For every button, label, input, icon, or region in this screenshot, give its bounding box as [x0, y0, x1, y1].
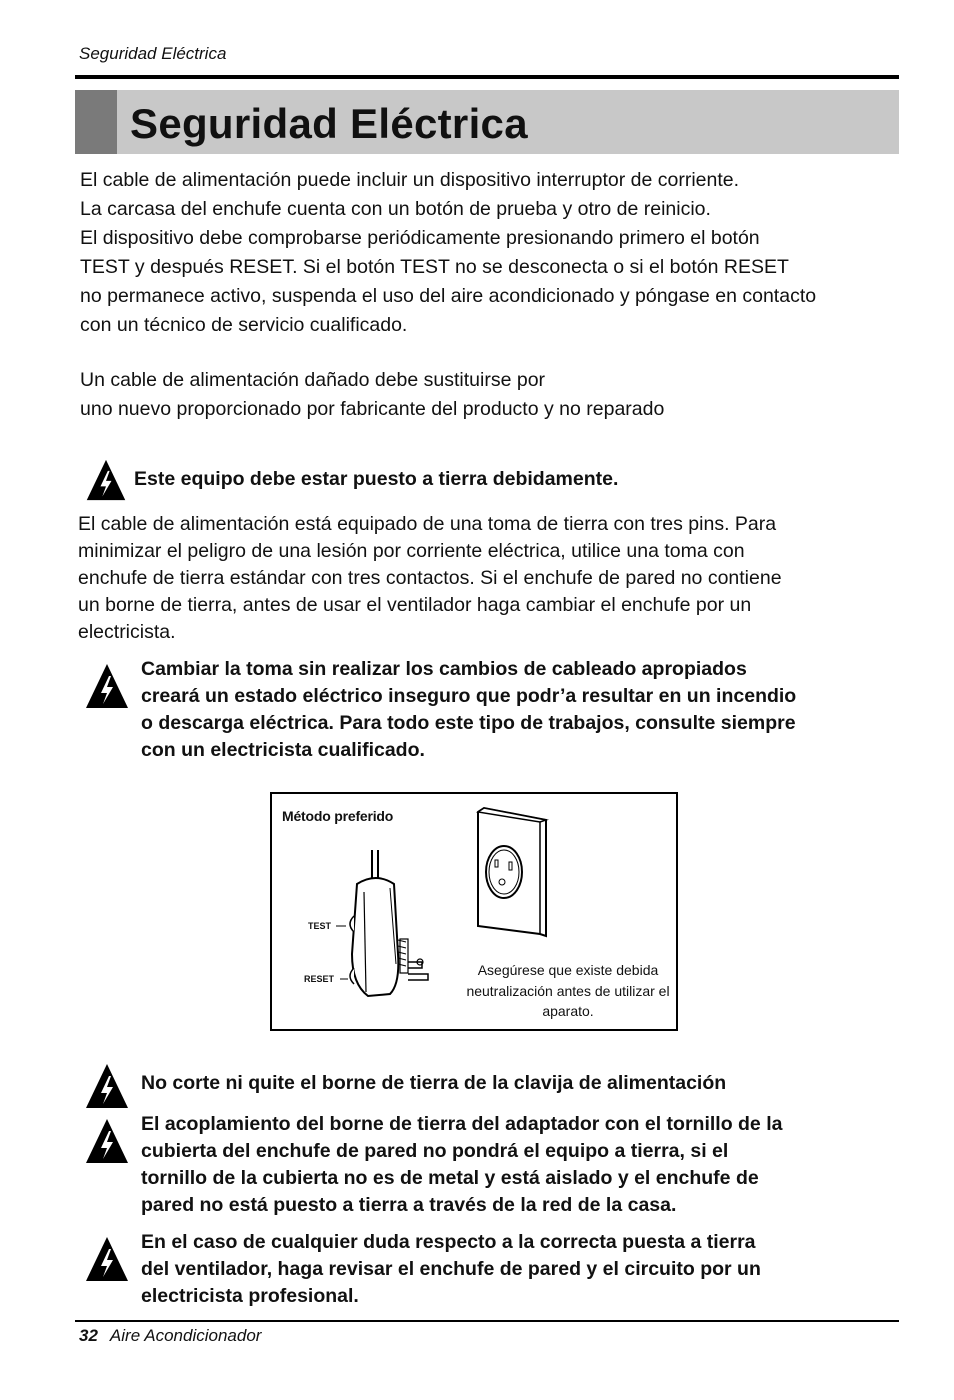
warning-lightning-icon: [84, 1117, 130, 1165]
title-accent-block: [75, 90, 117, 154]
preferred-method-figure: [270, 792, 678, 1031]
warning-adapter-line: pared no está puesto a tierra a través de la red de la casa.: [141, 1194, 677, 1216]
caption-line: neutralización antes de utilizar el: [466, 982, 670, 999]
ground-line: minimizar el peligro de una lesión por corriente eléctrica, utilice una toma con: [78, 540, 745, 562]
intro-line: El cable de alimentación puede incluir un dispositivo interruptor de corriente.: [80, 169, 740, 191]
intro-paragraph: [80, 166, 900, 340]
warning-ground-text: Este equipo debe estar puesto a tierra debidamente.: [134, 468, 619, 490]
damaged-cable-line: uno nuevo proporcionado por fabricante del producto y no reparado: [80, 398, 665, 420]
warning-lightning-icon: [84, 662, 130, 710]
wall-outlet-illustration: [472, 806, 552, 938]
warning-lightning-icon: [84, 458, 128, 502]
warning-wiring-text: [141, 656, 796, 764]
damaged-cable-paragraph: [80, 366, 900, 424]
warning-lightning-icon: [84, 1062, 130, 1110]
warning-doubt-line: del ventilador, haga revisar el enchufe de pared y el circuito por un: [141, 1258, 761, 1280]
title-bar: [75, 90, 899, 154]
warning-doubt-text: [141, 1229, 761, 1310]
intro-line: no permanece activo, suspenda el uso del aire acondicionado y póngase en contacto: [80, 285, 817, 307]
warning-cut-text: No corte ni quite el borne de tierra de la clavija de alimentación: [141, 1072, 727, 1094]
warning-wiring-line: o descarga eléctrica. Para todo este tipo de trabajos, consulte siempre: [141, 712, 796, 734]
warning-doubt: [84, 1229, 761, 1310]
header-rule: [75, 75, 899, 79]
intro-line: La carcasa del enchufe cuenta con un botón de prueba y otro de reinicio.: [80, 198, 711, 220]
figure-title: Método preferido: [282, 808, 394, 824]
caption-line: aparato.: [542, 1003, 594, 1019]
warning-doubt-line: electricista profesional.: [141, 1285, 359, 1307]
warning-wiring: [84, 656, 796, 764]
warning-adapter-line: cubierta del enchufe de pared no pondrá el equipo a tierra, si el: [141, 1140, 729, 1162]
label-reset: RESET: [304, 974, 335, 984]
ground-line: un borne de tierra, antes de usar el ventilador haga cambiar el enchufe por un: [78, 594, 752, 616]
warning-cut: [84, 1062, 726, 1110]
ground-line: electricista.: [78, 621, 176, 643]
warning-wiring-line: creará un estado eléctrico inseguro que podr’a resultar en un incendio: [141, 685, 797, 707]
footer-rule: [75, 1320, 899, 1322]
page-number: 32: [79, 1326, 98, 1345]
warning-wiring-line: Cambiar la toma sin realizar los cambios de cableado apropiados: [141, 658, 747, 680]
page-footer: [79, 1326, 261, 1346]
warning-ground: [84, 458, 618, 502]
page-title: Seguridad Eléctrica: [130, 100, 528, 147]
ground-line: El cable de alimentación está equipado de una toma de tierra con tres pins. Para: [78, 513, 777, 535]
running-header: Seguridad Eléctrica: [79, 44, 227, 63]
warning-adapter: [84, 1111, 782, 1219]
warning-doubt-line: En el caso de cualquier duda respecto a la correcta puesta a tierra: [141, 1231, 756, 1253]
label-test: TEST: [308, 921, 332, 931]
gfci-plug-illustration: [272, 844, 462, 1029]
damaged-cable-line: Un cable de alimentación dañado debe sustituirse por: [80, 369, 546, 391]
intro-line: con un técnico de servicio cualificado.: [80, 314, 408, 336]
warning-lightning-icon: [84, 1235, 130, 1283]
figure-caption: [462, 960, 674, 1022]
intro-line: El dispositivo debe comprobarse periódicamente presionando primero el botón: [80, 227, 760, 249]
footer-doc-title: Aire Acondicionador: [109, 1326, 262, 1345]
warning-wiring-line: con un electricista cualificado.: [141, 739, 425, 761]
intro-line: TEST y después RESET. Si el botón TEST no se desconecta o si el botón RESET: [80, 256, 789, 278]
ground-paragraph: [78, 511, 900, 646]
warning-adapter-line: El acoplamiento del borne de tierra del adaptador con el tornillo de la: [141, 1113, 783, 1135]
warning-adapter-text: [141, 1111, 782, 1219]
warning-adapter-line: tornillo de la cubierta no es de metal y está aislado y el enchufe de: [141, 1167, 759, 1189]
caption-line: Asegúrese que existe debida: [477, 962, 659, 978]
ground-line: enchufe de tierra estándar con tres contactos. Si el enchufe de pared no contiene: [78, 567, 782, 589]
